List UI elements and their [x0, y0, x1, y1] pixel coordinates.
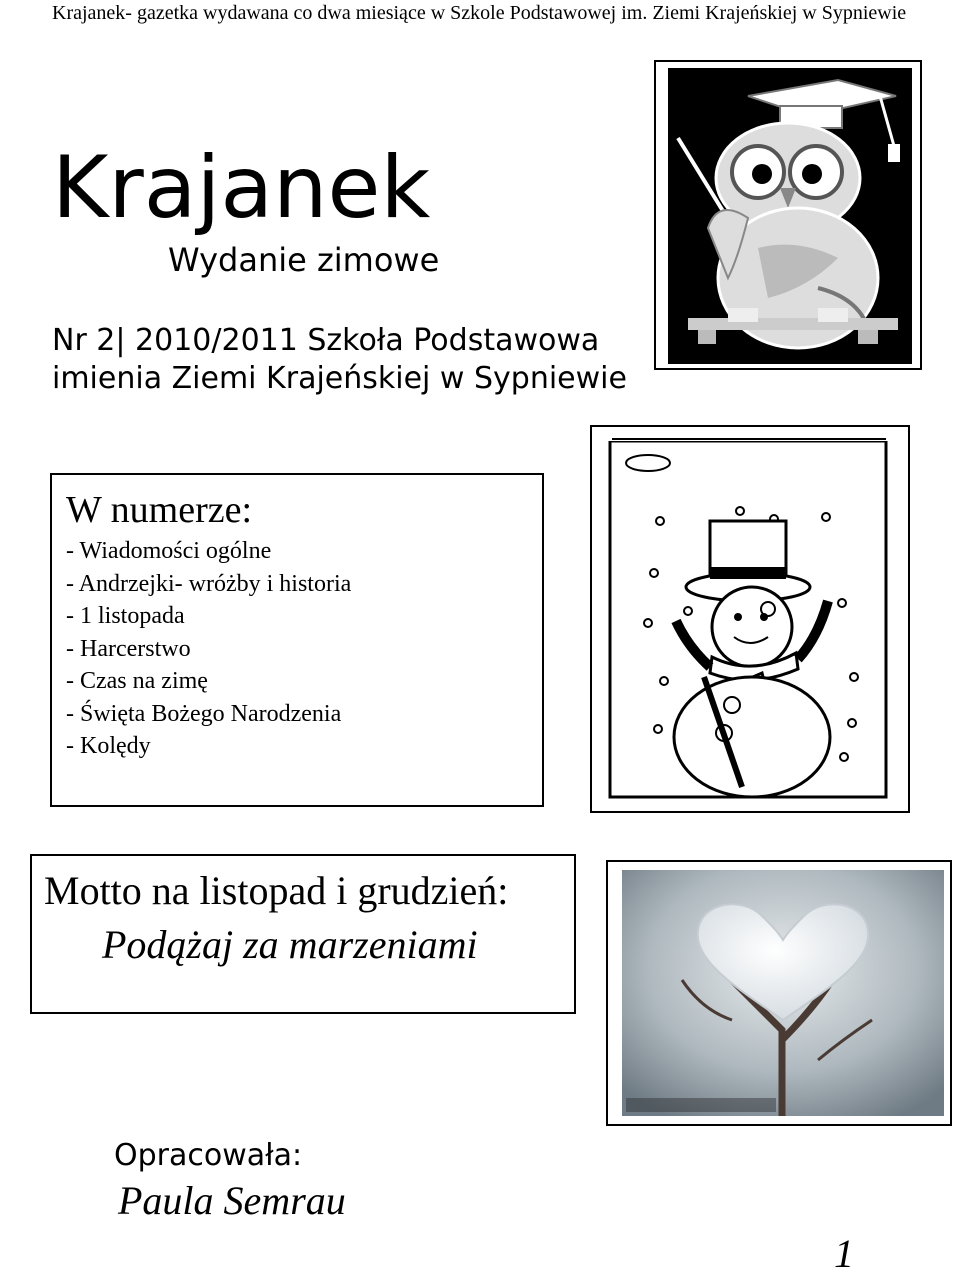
page-number: 1 — [834, 1231, 854, 1276]
motto-box — [30, 854, 576, 1014]
contents-box — [50, 473, 544, 807]
snowman-image-frame — [590, 425, 910, 813]
contents-heading: W numerze: — [66, 489, 253, 531]
contents-list — [66, 535, 351, 763]
motto-text: Podążaj za marzeniami — [102, 922, 478, 967]
contents-item: - Andrzejki- wróżby i historia — [66, 570, 352, 597]
contents-item: - 1 listopada — [66, 603, 185, 629]
contents-item: - Święta Bożego Narodzenia — [66, 700, 342, 727]
snowman-image — [592, 427, 908, 811]
contents-item: - Kolędy — [66, 733, 151, 759]
owl-image — [668, 68, 912, 364]
header-line: Krajanek- gazetka wydawana co dwa miesiące w Szkole Podstawowej im. Ziemi Krajeńskiej w Sypniewie — [52, 2, 907, 24]
heart-image-frame — [606, 860, 952, 1126]
contents-item: - Czas na zimę — [66, 668, 208, 694]
contents-item: - Wiadomości ogólne — [66, 538, 272, 564]
heart-image — [622, 870, 944, 1116]
motto-heading: Motto na listopad i grudzień: — [44, 868, 509, 913]
owl-image-frame — [654, 60, 922, 370]
author-name: Paula Semrau — [118, 1178, 346, 1223]
newsletter-title: Krajanek — [52, 138, 431, 238]
issue-info: Nr 2| 2010/2011 Szkoła Podstawowa imienia Ziemi Krajeńskiej w Sypniewie — [52, 323, 627, 396]
author-label: Opracowała: — [114, 1138, 303, 1173]
contents-item: - Harcerstwo — [66, 635, 191, 662]
edition-label: Wydanie zimowe — [168, 241, 440, 279]
